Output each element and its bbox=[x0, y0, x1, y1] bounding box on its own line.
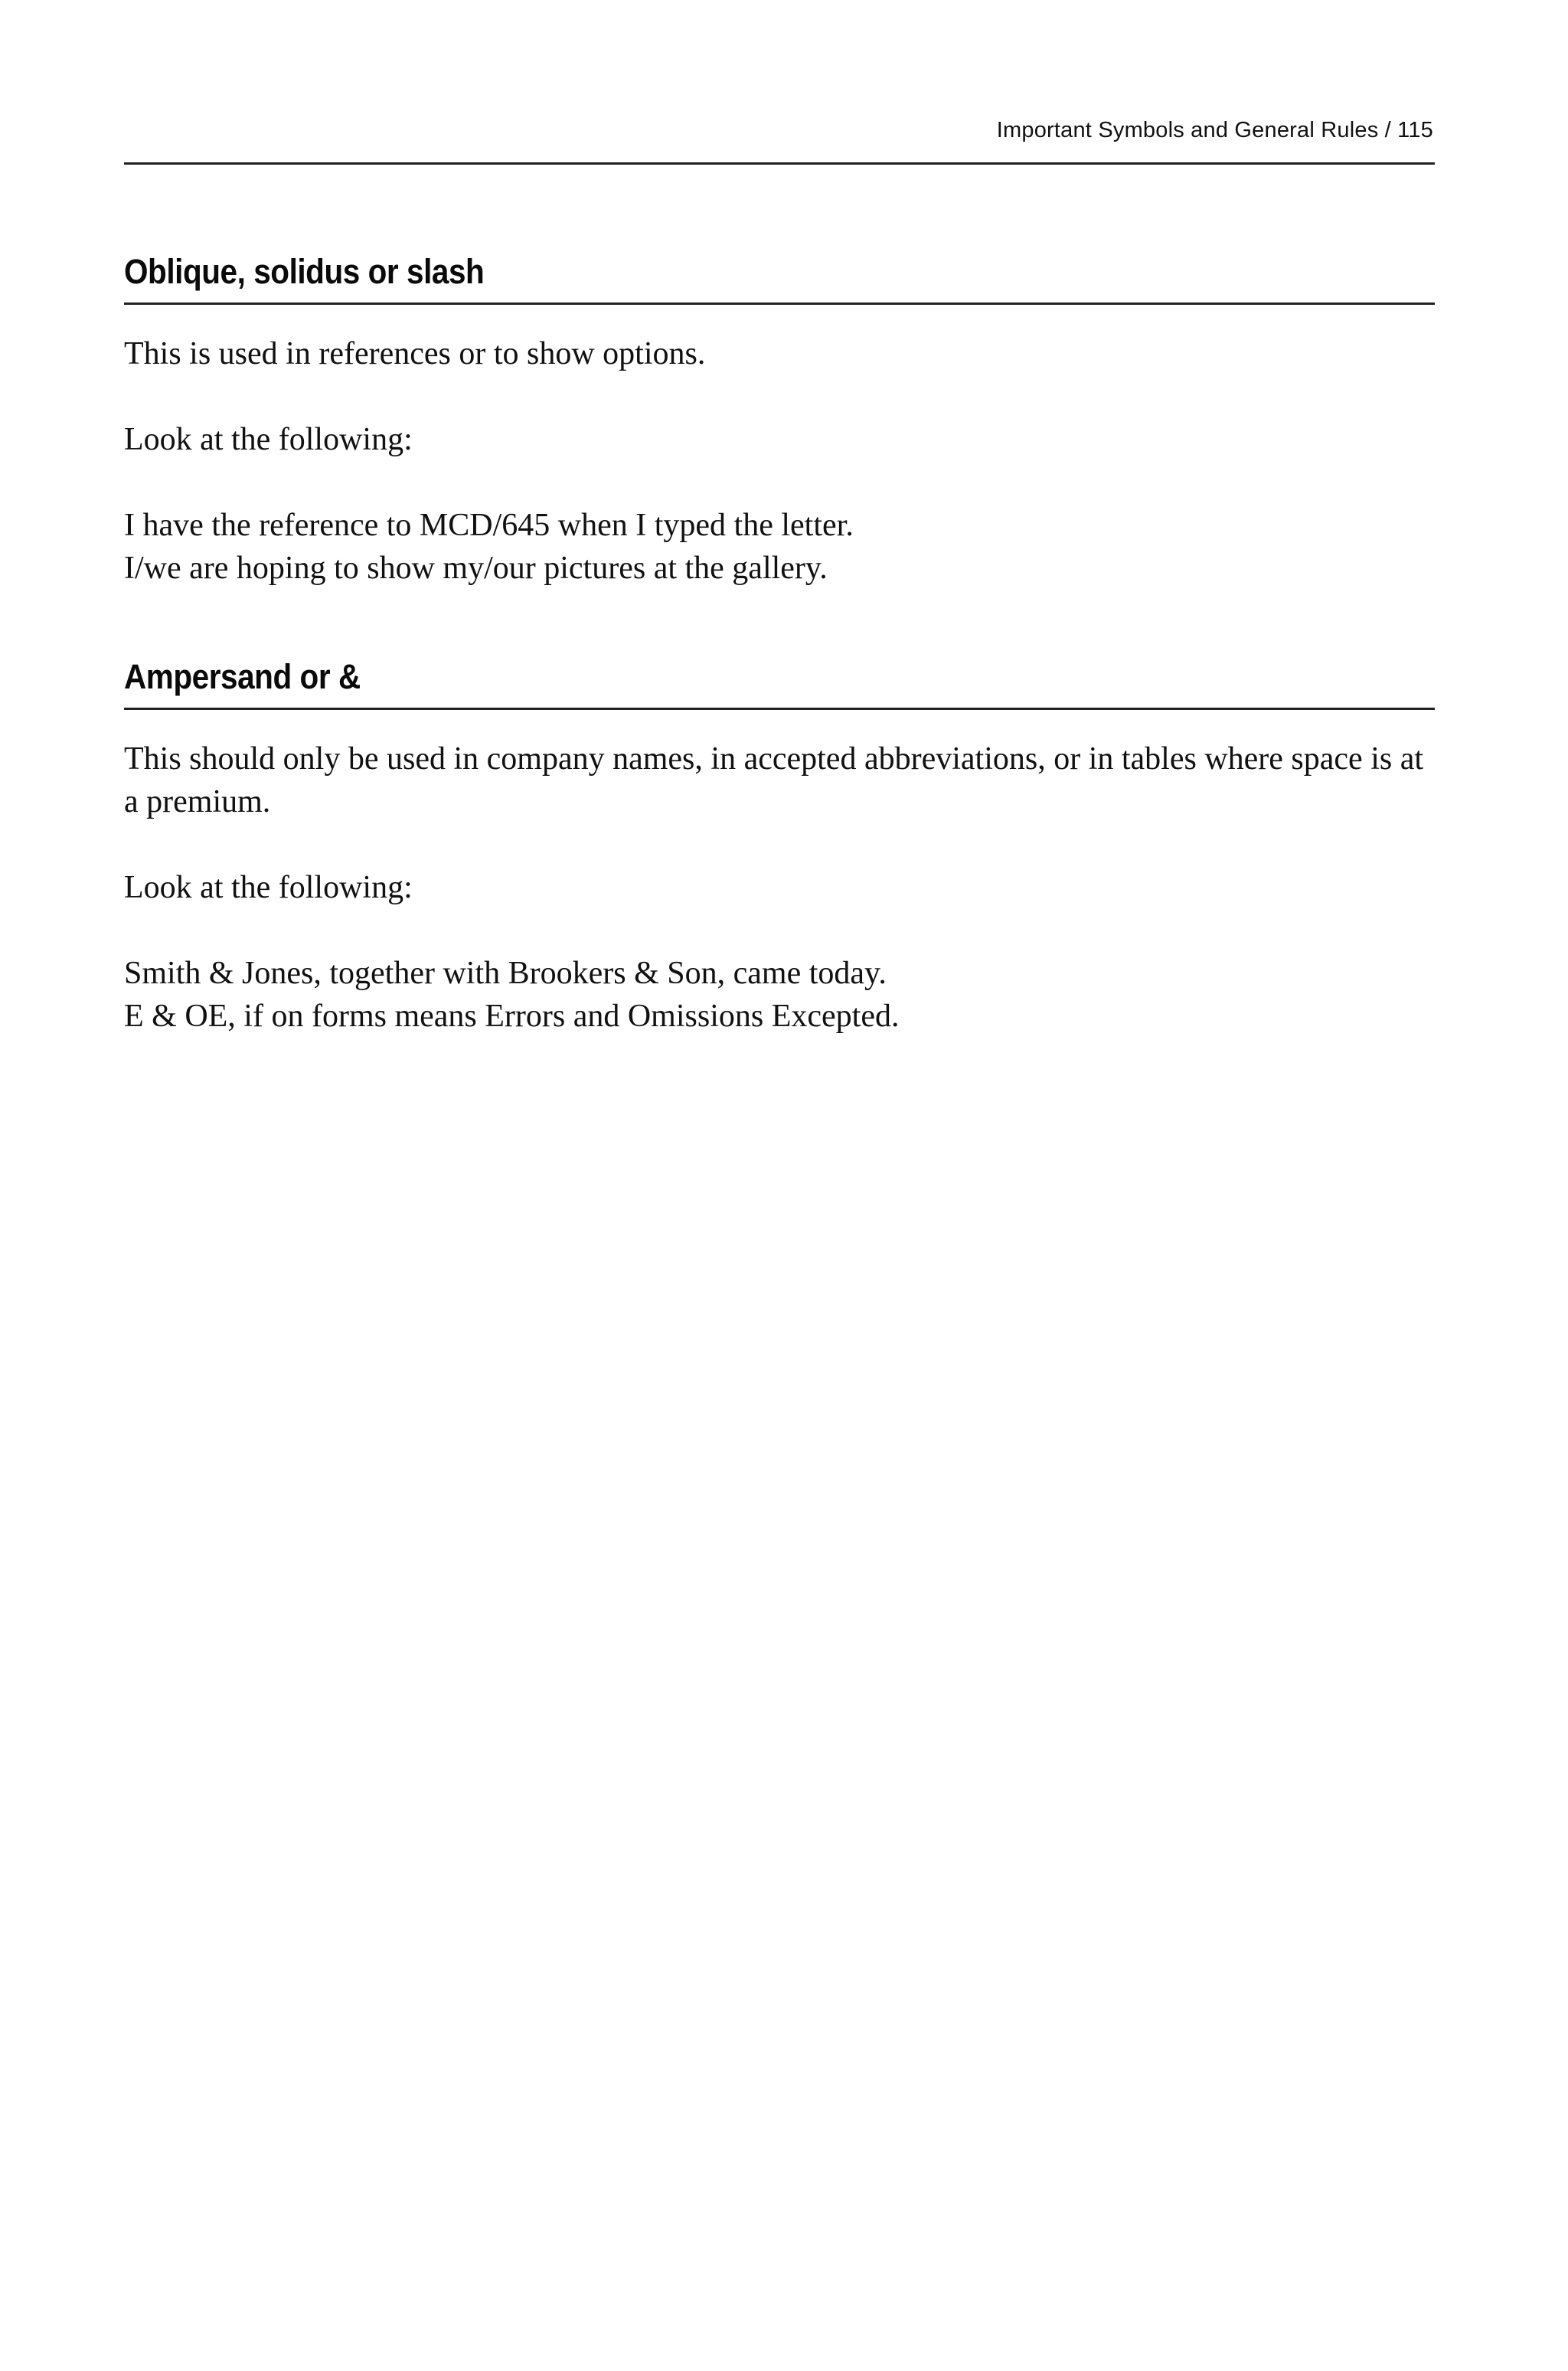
example-line: E & OE, if on forms means Errors and Omissions Excepted. bbox=[124, 999, 900, 1034]
look-at-following: Look at the following: bbox=[124, 422, 413, 457]
section-title: Ampersand or & bbox=[124, 657, 361, 696]
example-list bbox=[124, 504, 1435, 590]
example-list bbox=[124, 952, 1435, 1038]
example-line: I/we are hoping to show my/our pictures at the gallery. bbox=[124, 551, 828, 586]
running-head-rule bbox=[124, 162, 1435, 165]
running-head: Important Symbols and General Rules / 115 bbox=[996, 118, 1433, 142]
look-at-following: Look at the following: bbox=[124, 870, 413, 905]
page-content bbox=[124, 115, 1435, 1038]
section-oblique bbox=[124, 250, 1435, 590]
section-ampersand bbox=[124, 656, 1435, 1038]
section-rule bbox=[124, 708, 1435, 710]
section-rule bbox=[124, 303, 1435, 305]
section-intro: This should only be used in company names, in accepted abbreviations, or in tables where space is at a premium. bbox=[124, 741, 1424, 819]
section-title: Oblique, solidus or slash bbox=[124, 252, 485, 291]
section-intro: This is used in references or to show options. bbox=[124, 336, 706, 371]
example-line: I have the reference to MCD/645 when I typed the letter. bbox=[124, 508, 854, 543]
example-line: Smith & Jones, together with Brookers & Son, came today. bbox=[124, 956, 887, 991]
